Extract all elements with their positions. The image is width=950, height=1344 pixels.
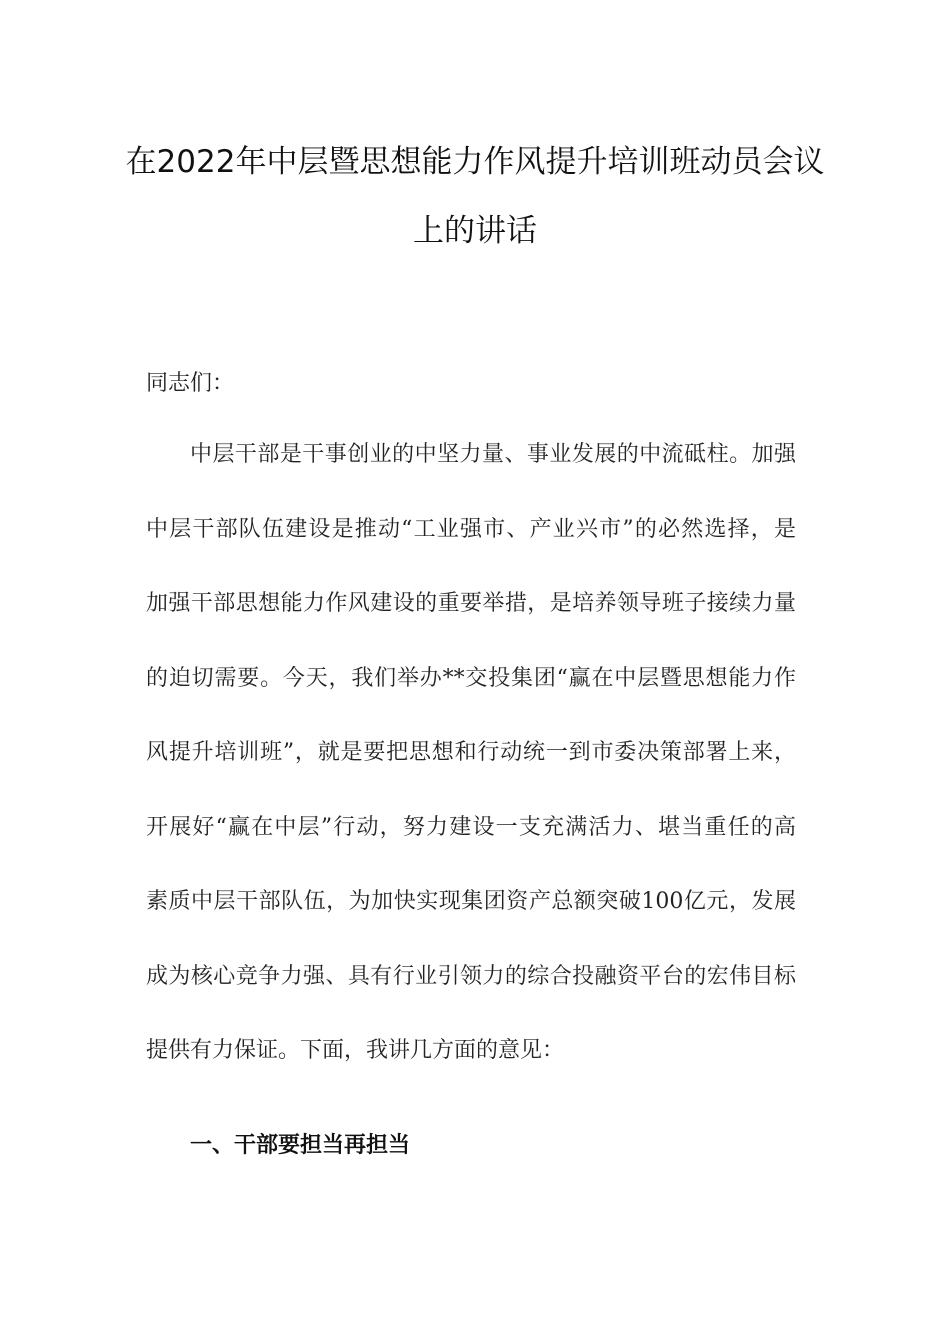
document-title-line-1: 在2022年中层暨思想能力作风提升培训班动员会议 xyxy=(125,144,825,180)
paragraph-line: 素质中层干部队伍，为加快实现集团资产总额突破100亿元，发展 xyxy=(146,889,796,914)
paragraph-line: 的迫切需要。今天，我们举办**交投集团“赢在中层暨思想能力作 xyxy=(146,665,796,691)
document-title-line-2: 上的讲话 xyxy=(413,213,537,249)
paragraph-line: 风提升培训班”，就是要把思想和行动统一到市委决策部署上来， xyxy=(146,740,796,765)
intro-paragraph xyxy=(146,440,796,1111)
paragraph-line: 中层干部是干事创业的中坚力量、事业发展的中流砥柱。加强 xyxy=(190,442,796,467)
section-heading: 一、干部要担当再担当 xyxy=(190,1133,411,1158)
paragraph-line: 中层干部队伍建设是推动“工业强市、产业兴市”的必然选择，是 xyxy=(146,516,796,542)
salutation: 同志们： xyxy=(146,371,235,396)
paragraph-line: 加强干部思想能力作风建设的重要举措，是培养领导班子接续力量 xyxy=(146,591,796,616)
paragraph-line: 成为核心竞争力强、具有行业引领力的综合投融资平台的宏伟目标 xyxy=(146,963,796,989)
paragraph-line: 提供有力保证。下面，我讲几方面的意见： xyxy=(146,1038,565,1063)
paragraph-line: 开展好“赢在中层”行动，努力建设一支充满活力、堪当重任的高 xyxy=(146,814,796,840)
